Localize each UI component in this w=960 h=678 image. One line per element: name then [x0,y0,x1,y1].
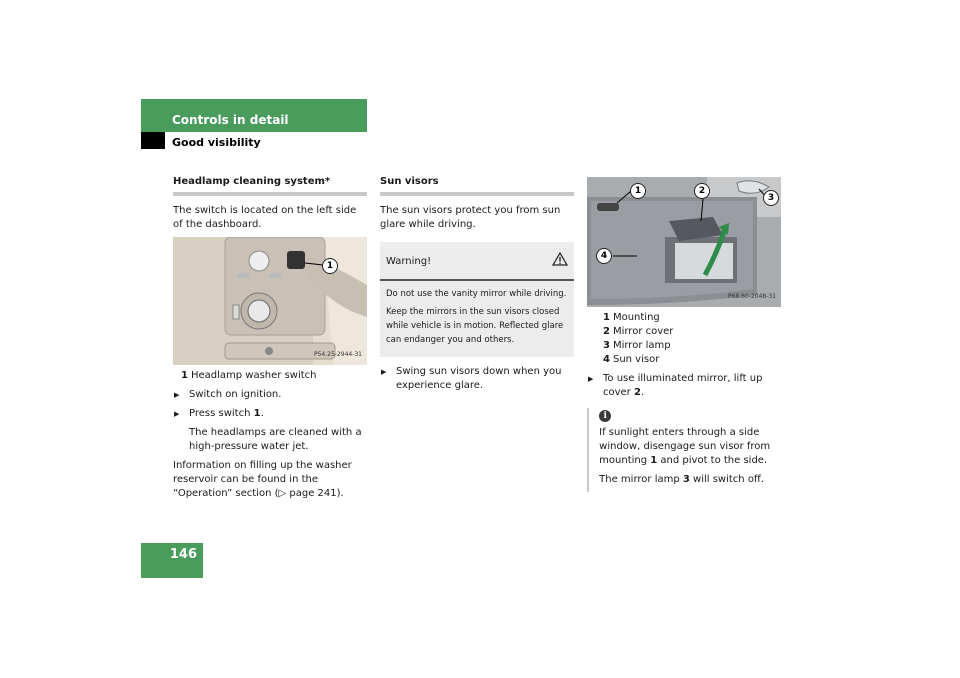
column-headlamp-cleaning [173,175,367,506]
warning-triangle-icon [552,252,568,271]
dashboard-switch-figure [173,237,367,365]
info-icon: i [599,410,611,422]
info-bar [587,408,589,492]
step-swing-visors: ▶ Swing sun visors down when you experience glare. [380,365,574,393]
warning-box [380,242,574,357]
section-marker [141,132,165,149]
figure-callout-1: 1 [630,183,646,199]
legend-item: 3 Mirror lamp [603,340,671,351]
section-title: Good visibility [172,136,261,149]
sun-visor-figure [587,177,781,307]
column-vanity-mirror [587,177,781,492]
legend-item: 1 Mounting [603,312,660,323]
sun-visors-heading: Sun visors [380,175,574,196]
warning-text-1: Do not use the vanity mirror while driving. [386,289,567,299]
headlamp-intro: The switch is located on the left side of the dashboard. [173,205,357,230]
figure-callout-1: 1 [322,258,338,274]
warning-text-2: Keep the mirrors in the sun visors closed while vehicle is in motion. Reflected glare can endanger you and others. [386,307,564,345]
sun-visor-illustration [587,177,781,307]
info-text-2: The mirror lamp 3 will switch off. [599,474,765,485]
step-note: The headlamps are cleaned with a high-pressure water jet. [189,427,362,452]
visor-legend [603,311,781,367]
step-lift-cover: ▶ To use illuminated mirror, lift up cover 2. [587,372,781,400]
headlamp-cleaning-heading: Headlamp cleaning system* [173,175,367,196]
headlamp-legend [181,369,367,383]
chapter-title: Controls in detail [172,113,289,127]
info-box [587,408,781,492]
step-ignition: ▶ Switch on ignition. [173,388,367,402]
dashboard-switch-illustration [173,237,367,365]
legend-item: 1 Headlamp washer switch [181,370,317,381]
washer-reservoir-info: Information on filling up the washer reservoir can be found in the “Operation” section (▷ page 241). [173,460,352,499]
figure-callout-2: 2 [694,183,710,199]
warning-title: Warning! [386,255,432,267]
sun-visors-intro: The sun visors protect you from sun glare while driving. [380,205,561,230]
figure-code: P68.60-2048-31 [727,293,776,300]
step-press-switch: ▶ Press switch 1. [173,407,367,421]
figure-callout-4: 4 [596,248,612,264]
info-text-1: If sunlight enters through a side window, disengage sun visor from mounting 1 and pivot to the side. [599,427,771,466]
figure-callout-3: 3 [763,190,779,206]
figure-code: P54.25-2944-31 [313,351,362,358]
legend-item: 2 Mirror cover [603,326,674,337]
column-sun-visors [380,175,574,398]
legend-item: 4 Sun visor [603,354,660,365]
page-number: 146 [169,547,197,562]
